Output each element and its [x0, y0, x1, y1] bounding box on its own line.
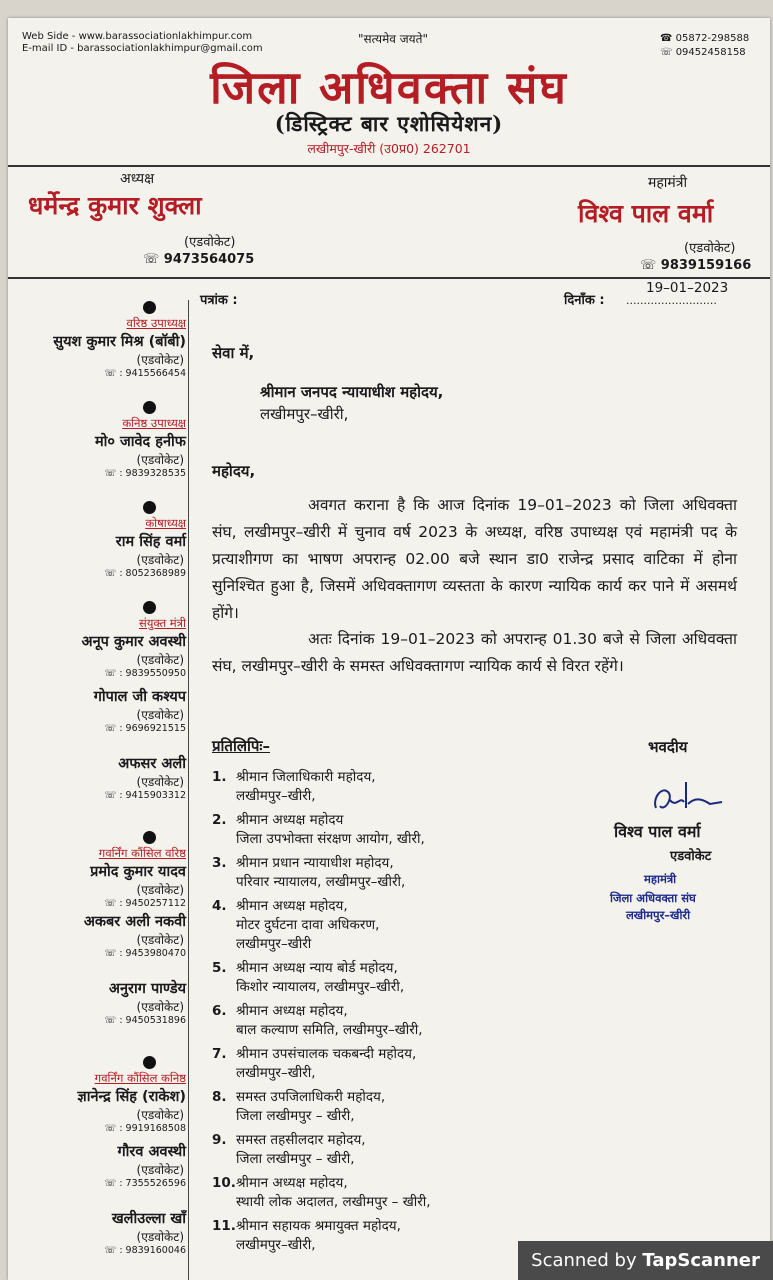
- motto-text: "सत्यमेव जयते": [358, 32, 428, 46]
- cc-line1: श्रीमान अध्यक्ष महोदय,: [236, 898, 348, 914]
- office-phone-number: 05872-298588: [675, 33, 750, 44]
- cc-line2: बाल कल्याण समिति, लखीमपुर–खीरी,: [236, 1022, 423, 1038]
- cc-line1: श्रीमान सहायक श्रमायुक्त महोदय,: [236, 1218, 401, 1234]
- bearer-advocate: (एडवोकेट): [136, 883, 184, 897]
- closing-text: भवदीय: [648, 738, 688, 756]
- sidebar-divider: [188, 300, 189, 1280]
- bearer-phone: ☏ : 9415566454: [104, 368, 186, 379]
- office-bearer-entry: [8, 911, 186, 959]
- secretary-advocate: (एडवोकेट): [684, 241, 736, 256]
- bearer-name: ज्ञानेन्द्र सिंह (राकेश): [77, 1089, 186, 1105]
- signature-image: [648, 778, 728, 818]
- bearer-name: अफसर अली: [118, 756, 186, 772]
- bearer-name: मो० जावेद हनीफ: [94, 434, 186, 450]
- office-bearer-entry: [8, 501, 186, 579]
- bearer-phone: ☏ : 9696921515: [104, 723, 186, 734]
- bearer-name: अनुराग पाण्डेय: [108, 981, 186, 997]
- cc-line1: श्रीमान अध्यक्ष न्याय बोर्ड महोदय,: [236, 960, 398, 976]
- bearer-advocate: (एडवोकेट): [136, 1108, 184, 1122]
- bearer-phone-number: 9919168508: [125, 1123, 186, 1134]
- president-phone: ☏ 9473564075: [143, 252, 255, 267]
- signer-title: एडवोकेट: [670, 849, 712, 864]
- bullet-dot-icon: [143, 1056, 156, 1069]
- cc-line1: श्रीमान अध्यक्ष महोदय,: [236, 1175, 348, 1191]
- designation-label: कोषाध्यक्ष: [145, 516, 186, 530]
- date-label: दिनाँक :: [564, 293, 605, 308]
- cc-line2: परिवार न्यायालय, लखीमपुर–खीरी,: [236, 874, 406, 890]
- secretary-name: विश्व पाल वर्मा: [578, 199, 714, 228]
- bearer-advocate: (एडवोकेट): [136, 653, 184, 667]
- cc-number: 10.: [212, 1175, 236, 1191]
- cc-label: प्रतिलिपिः–: [212, 737, 270, 755]
- cc-line1: श्रीमान उपसंचालक चकबन्दी महोदय,: [236, 1046, 417, 1062]
- cc-line1: समस्त तहसीलदार महोदय,: [236, 1132, 366, 1148]
- cc-line2: जिला लखीमपुर – खीरी,: [236, 1151, 355, 1167]
- bearer-advocate: (एडवोकेट): [136, 1230, 184, 1244]
- bullet-dot-icon: [143, 501, 156, 514]
- bearer-phone-number: 9415903312: [125, 790, 186, 801]
- bearer-phone: ☏ : 9415903312: [104, 790, 186, 801]
- cc-number: 3.: [212, 855, 227, 871]
- bearer-phone-number: 9453980470: [125, 948, 186, 959]
- cc-number: 9.: [212, 1132, 227, 1148]
- office-bearer-entry: [8, 1141, 186, 1189]
- cc-number: 1.: [212, 769, 227, 785]
- cc-list-item: [212, 1174, 512, 1212]
- cc-list-item: [212, 854, 512, 892]
- bearer-phone: ☏ : 9839160046: [104, 1245, 186, 1256]
- cc-line1: श्रीमान अध्यक्ष महोदय: [236, 812, 344, 828]
- date-value: 19–01–2023: [646, 280, 729, 296]
- cc-list-item: [212, 811, 512, 849]
- bearer-phone-number: 8052368989: [125, 568, 186, 579]
- bearer-phone: ☏ : 8052368989: [104, 568, 186, 579]
- paragraph-2: अतः दिनांक 19–01–2023 को अपरान्ह 01.30 बजे से जिला अधिवक्ता संघ, लखीमपुर–खीरी के समस्त अधिवक्तागण न्यायिक कार्य से विरत रहेंगे।: [212, 630, 737, 675]
- cc-number: 5.: [212, 960, 227, 976]
- office-bearer-entry: [8, 301, 186, 379]
- cc-line1: श्रीमान प्रधान न्यायाधीश महोदय,: [236, 855, 394, 871]
- email-text: E-mail ID - barassociationlakhimpur@gmail.com: [22, 43, 263, 54]
- cc-list-item: [212, 1045, 512, 1083]
- bearer-phone-number: 9839328535: [125, 468, 186, 479]
- signer-name: विश्व पाल वर्मा: [614, 822, 701, 841]
- bearer-name: अनूप कुमार अवस्थी: [81, 634, 186, 650]
- president-name: धर्मेन्द्र कुमार शुक्ला: [28, 191, 202, 220]
- designation-label: गवर्निंग कौंसिल कनिष्ठ: [94, 1071, 186, 1085]
- designation-label: वरिष्ठ उपाध्यक्ष: [126, 316, 186, 330]
- bearer-name: खलीउल्ला खाँ: [111, 1211, 186, 1227]
- bullet-dot-icon: [143, 601, 156, 614]
- bearer-advocate: (एडवोकेट): [136, 553, 184, 567]
- bearer-name: राम सिंह वर्मा: [115, 534, 186, 550]
- bearer-name: सुयश कुमार मिश्र (बॉबी): [53, 334, 186, 350]
- bearer-advocate: (एडवोकेट): [136, 353, 184, 367]
- cc-line2: मोटर दुर्घटना दावा अधिकरण,: [236, 917, 380, 933]
- secretary-phone: ☏ 9839159166: [640, 258, 752, 273]
- bullet-dot-icon: [143, 401, 156, 414]
- president-phone-number: 9473564075: [163, 252, 255, 267]
- bearer-advocate: (एडवोकेट): [136, 453, 184, 467]
- addressee-line1: श्रीमान जनपद न्यायाधीश महोदय,: [260, 383, 444, 401]
- cc-line1: श्रीमान अध्यक्ष महोदय,: [236, 1003, 348, 1019]
- bearer-phone: ☏ : 9839550950: [104, 668, 186, 679]
- designation-label: संयुक्त मंत्री: [138, 616, 186, 630]
- header-divider: [8, 165, 770, 167]
- cc-list-item: [212, 1088, 512, 1126]
- bearer-name: अकबर अली नकवी: [83, 914, 186, 930]
- stamp-org: जिला अधिवक्ता संघ: [610, 891, 696, 905]
- watermark-brand: TapScanner: [642, 1250, 760, 1271]
- bearer-phone-number: 9839160046: [125, 1245, 186, 1256]
- officers-divider: [8, 277, 770, 279]
- cc-number: 2.: [212, 812, 227, 828]
- salutation-to: सेवा में,: [212, 344, 255, 362]
- bearer-advocate: (एडवोकेट): [136, 708, 184, 722]
- bearer-phone: ☏ : 9453980470: [104, 948, 186, 959]
- office-bearer-entry: [8, 601, 186, 679]
- greeting: महोदय,: [212, 462, 256, 480]
- bullet-dot-icon: [143, 301, 156, 314]
- cc-number: 4.: [212, 898, 227, 914]
- bearer-name: गौरव अवस्थी: [117, 1144, 186, 1160]
- cc-number: 8.: [212, 1089, 227, 1105]
- bearer-phone-number: 9696921515: [125, 723, 186, 734]
- scanner-watermark: [518, 1241, 773, 1280]
- mobile-phone: ☏ 09452458158: [660, 47, 746, 58]
- website-text: Web Side - www.barassociationlakhimpur.com: [22, 31, 253, 42]
- cc-number: 6.: [212, 1003, 227, 1019]
- bearer-phone: ☏ : 7355526596: [104, 1178, 186, 1189]
- bearer-phone: ☏ : 9919168508: [104, 1123, 186, 1134]
- office-bearer-entry: [8, 1056, 186, 1134]
- cc-list-item: [212, 768, 512, 806]
- cc-line2: जिला उपभोक्ता संरक्षण आयोग, खीरी,: [236, 831, 425, 847]
- bearer-phone-number: 9450257112: [125, 898, 186, 909]
- cc-list-item: [212, 1131, 512, 1169]
- bearer-advocate: (एडवोकेट): [136, 1163, 184, 1177]
- bearer-phone-number: 9415566454: [125, 368, 186, 379]
- office-bearer-entry: [8, 831, 186, 909]
- ref-label: पत्रांक :: [200, 293, 238, 308]
- org-address: लखीमपुर-खीरी (उ0प्र0) 262701: [307, 141, 471, 156]
- president-role: अध्यक्ष: [120, 171, 155, 187]
- letterhead-page: [8, 18, 770, 1280]
- bearer-phone: ☏ : 9450257112: [104, 898, 186, 909]
- cc-list-item: [212, 959, 512, 997]
- office-bearer-entry: [8, 401, 186, 479]
- office-phone: ☎ 05872-298588: [660, 33, 750, 44]
- cc-line1: श्रीमान जिलाधिकारी महोदय,: [236, 769, 376, 785]
- cc-line2: लखीमपुर–खीरी,: [236, 1065, 316, 1081]
- bullet-dot-icon: [143, 831, 156, 844]
- bearer-name: गोपाल जी कश्यप: [93, 689, 186, 705]
- office-bearer-entry: [8, 753, 186, 801]
- president-advocate: (एडवोकेट): [184, 235, 236, 250]
- org-subtitle: (डिस्ट्रिक्ट बार एशोसियेशन): [274, 111, 504, 136]
- secretary-role: महामंत्री: [648, 175, 688, 191]
- cc-list-item: [212, 897, 512, 954]
- stamp-role: महामंत्री: [644, 872, 677, 886]
- bearer-advocate: (एडवोकेट): [136, 933, 184, 947]
- cc-line2: जिला लखीमपुर – खीरी,: [236, 1108, 355, 1124]
- watermark-prefix: Scanned by: [531, 1250, 637, 1271]
- cc-list-item: [212, 1217, 512, 1255]
- bearer-phone: ☏ : 9450531896: [104, 1015, 186, 1026]
- addressee-line2: लखीमपुर–खीरी,: [260, 405, 349, 423]
- org-title: जिला अधिवक्ता संघ: [210, 61, 568, 114]
- office-bearer-entry: [8, 978, 186, 1026]
- designation-label: कनिष्ठ उपाध्यक्ष: [122, 416, 186, 430]
- designation-label: गवर्निंग कौंसिल वरिष्ठ: [98, 846, 186, 860]
- cc-line2: किशोर न्यायालय, लखीमपुर–खीरी,: [236, 979, 405, 995]
- bearer-phone-number: 7355526596: [125, 1178, 186, 1189]
- secretary-phone-number: 9839159166: [660, 258, 752, 273]
- stamp-place: लखीमपुर–खीरी: [626, 908, 691, 922]
- bearer-phone-number: 9839550950: [125, 668, 186, 679]
- office-bearer-entry: [8, 686, 186, 734]
- bearer-phone: ☏ : 9839328535: [104, 468, 186, 479]
- date-dots: ..........................: [626, 294, 717, 307]
- cc-line3: लखीमपुर–खीरी: [236, 936, 312, 952]
- cc-line2: स्थायी लोक अदालत, लखीमपुर – खीरी,: [236, 1194, 431, 1210]
- bearer-name: प्रमोद कुमार यादव: [90, 864, 186, 880]
- cc-list-item: [212, 1002, 512, 1040]
- cc-number: 7.: [212, 1046, 227, 1062]
- bearer-advocate: (एडवोकेट): [136, 775, 184, 789]
- bearer-advocate: (एडवोकेट): [136, 1000, 184, 1014]
- cc-line1: समस्त उपजिलाधिकरी महोदय,: [236, 1089, 386, 1105]
- cc-number: 11.: [212, 1218, 236, 1234]
- bearer-phone-number: 9450531896: [125, 1015, 186, 1026]
- cc-line2: लखीमपुर–खीरी,: [236, 788, 316, 804]
- office-bearer-entry: [8, 1208, 186, 1256]
- cc-line2: लखीमपुर–खीरी,: [236, 1237, 316, 1253]
- mobile-phone-number: 09452458158: [675, 47, 746, 58]
- paragraph-1: अवगत कराना है कि आज दिनांक 19–01–2023 को जिला अधिवक्ता संघ, लखीमपुर–खीरी में चुनाव वर्ष 2023 के अध्यक्ष, वरिष्ठ उपाध्यक्ष एवं महामंत्री पद के प्रत्याशीगण का भाषण अपरान्ह 02.00 बजे स्थान डा0 राजेन्द्र प्रसाद वाटिका में होना सुनिश्चित हुआ है, जिसमें अधिवक्तागण व्यस्तता के कारण न्यायिक कार्य कर पाने में असमर्थ होंगे।: [212, 496, 737, 622]
